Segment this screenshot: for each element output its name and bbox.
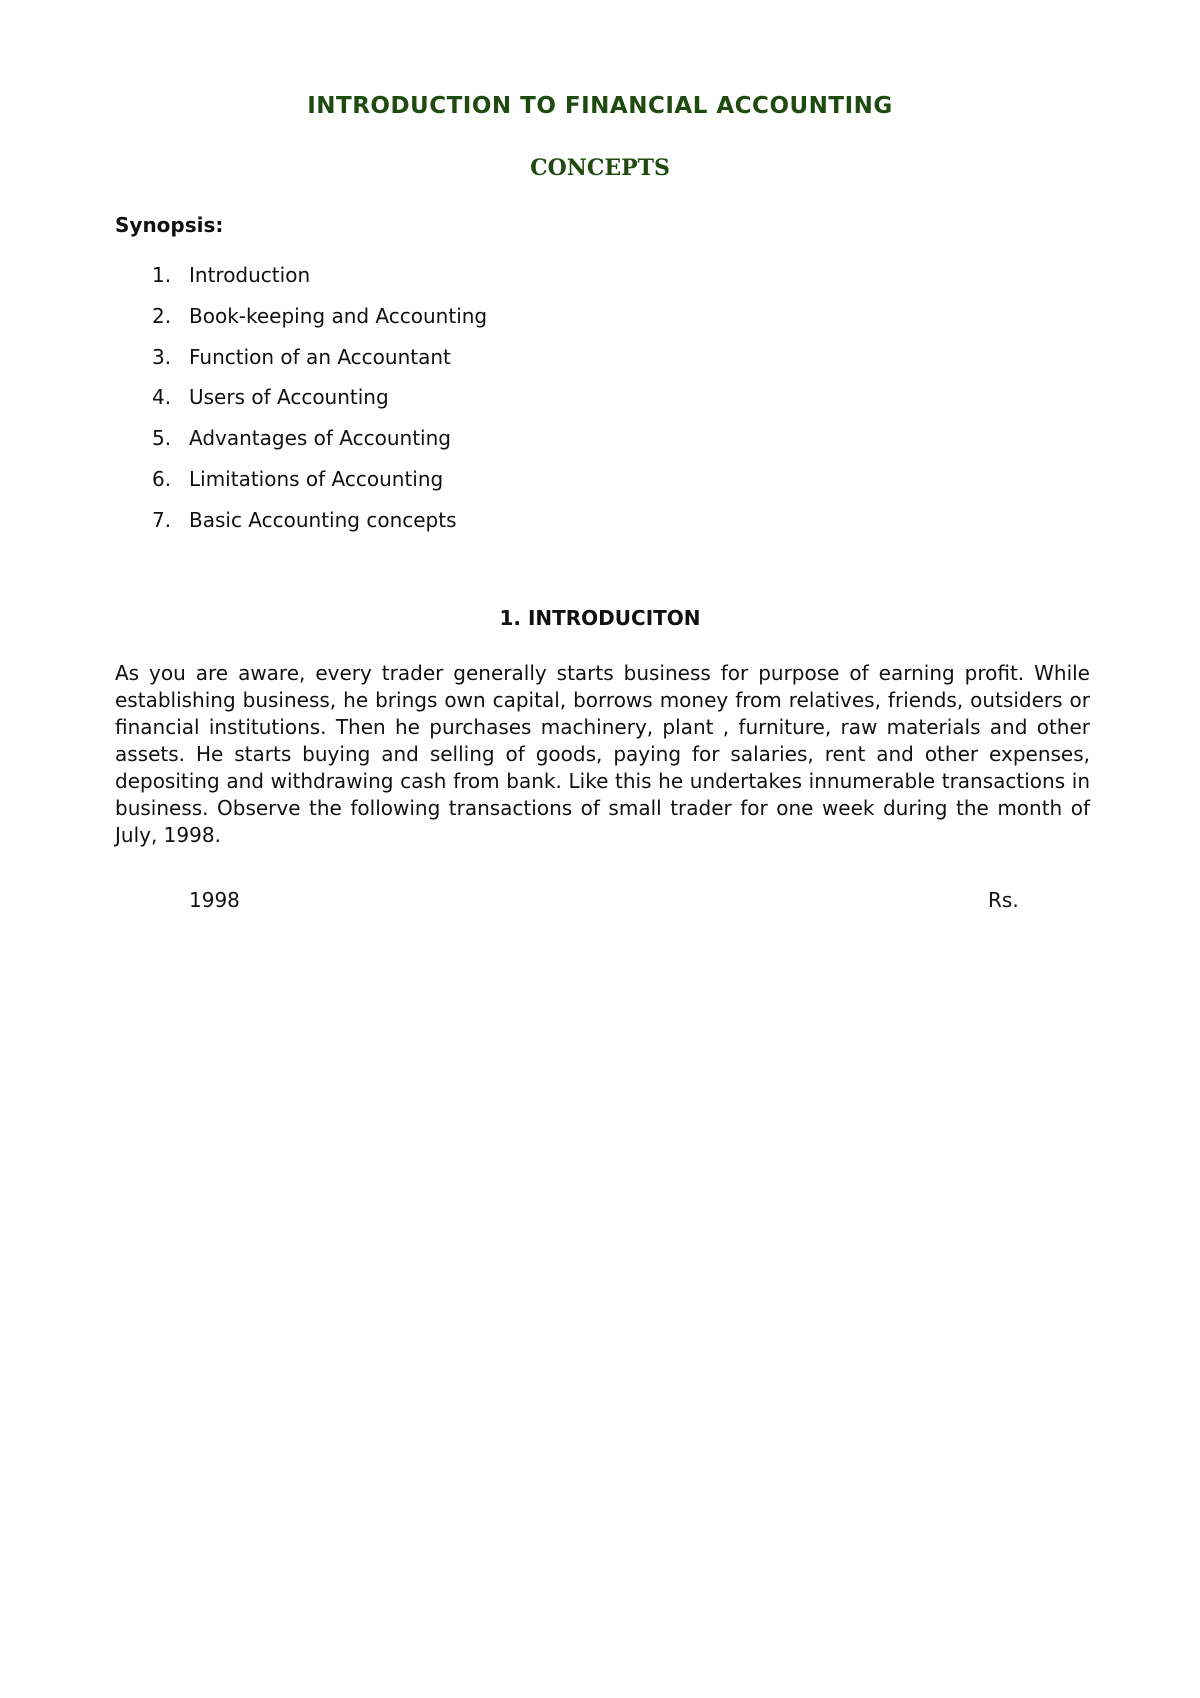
list-item-number: 6. xyxy=(152,466,172,491)
list-item-text: Function of an Accountant xyxy=(189,344,451,369)
list-item-number: 2. xyxy=(152,303,172,328)
list-item-text: Book-keeping and Accounting xyxy=(189,303,488,328)
year-column-header: 1998 xyxy=(189,888,240,912)
list-item-number: 3. xyxy=(152,344,172,369)
document-title: INTRODUCTION TO FINANCIAL ACCOUNTING xyxy=(307,93,893,119)
list-item-number: 1. xyxy=(152,263,172,287)
document-subtitle: CONCEPTS xyxy=(530,155,670,181)
transactions-table-header xyxy=(115,888,1090,916)
amount-column-header: Rs. xyxy=(988,888,1019,912)
list-item-text: Introduction xyxy=(189,263,311,287)
list-item-number: 7. xyxy=(152,507,172,532)
section-heading: 1. INTRODUCITON xyxy=(499,606,701,630)
section-body-paragraph: As you are aware, every trader generally starts business for purpose of earning profit. While establishing business, he brings own capital, borrows money from relatives, friends, outsiders or financial institutions. Then he purchases machinery, plant , furniture, raw materials and other assets. He starts buying and selling of goods, paying for salaries, rent and other expenses, depositing and withdrawing cash from bank. Like this he undertakes innumerable transactions in business. Observe the following transactions of small trader for one week during the month of July, 1998. xyxy=(115,661,1090,847)
synopsis-label: Synopsis: xyxy=(115,213,224,237)
list-item-text: Limitations of Accounting xyxy=(189,466,444,491)
list-item-text: Advantages of Accounting xyxy=(189,426,451,451)
list-item-number: 4. xyxy=(152,385,172,410)
list-item-text: Basic Accounting concepts xyxy=(189,507,457,532)
list-item-text: Users of Accounting xyxy=(189,385,389,410)
list-item-number: 5. xyxy=(152,426,172,451)
